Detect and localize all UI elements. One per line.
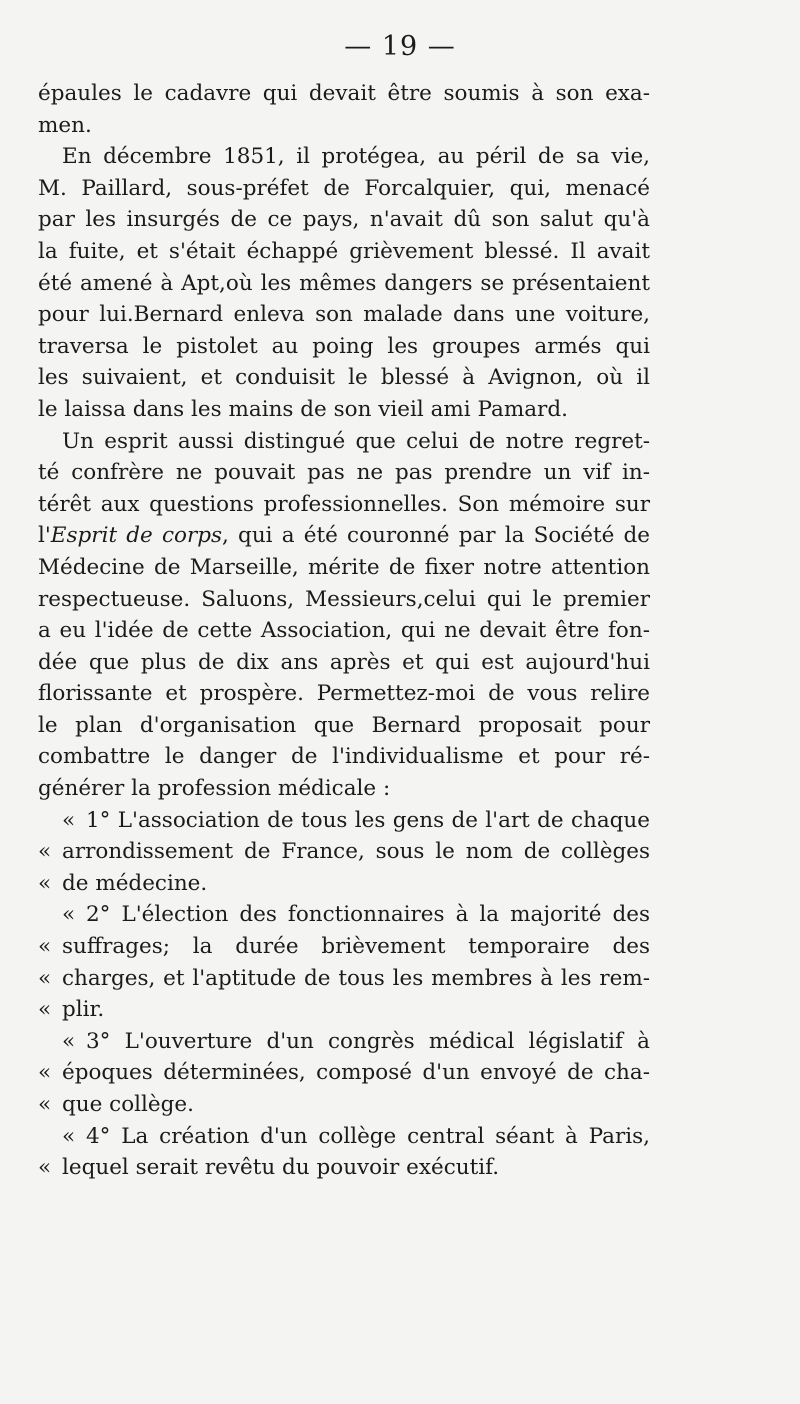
text-segment: 4° La création d'un collège central séant à Paris, [86,1123,650,1149]
text-segment: té confrère ne pouvait pas ne pas prendre un vif in- [38,460,650,486]
quotation-mark: « [62,807,76,833]
text-line [38,1026,650,1058]
text-line [38,299,650,331]
text-segment: 1° L'association de tous les gens de l'art de chaque [86,807,650,833]
text-line [38,963,650,995]
text-segment: men. [38,112,92,138]
body-text [38,78,650,1184]
text-segment: 3° L'ouverture d'un congrès médical législatif à [86,1028,650,1054]
text-segment: suffrages; la durée brièvement temporaire des [62,934,650,960]
text-line [38,741,650,773]
text-line [38,173,650,205]
page-number: — 19 — [344,31,456,62]
text-line [38,647,650,679]
text-segment: de médecine. [62,870,208,896]
text-line [38,678,650,710]
text-line [38,868,650,900]
text-segment: combattre le danger de l'individualisme et pour ré- [38,744,650,770]
text-line [38,426,650,458]
text-segment: la fuite, et s'était échappé grièvement blessé. Il avait [38,238,650,264]
text-segment: traversa le pistolet au poing les groupes armés qui [38,333,650,359]
text-segment: le laissa dans les mains de son vieil ami Pamard. [38,396,568,422]
text-segment: que collège. [62,1092,194,1117]
text-segment: pour lui.Bernard enleva son malade dans une voiture, [38,302,650,328]
text-segment: par les insurgés de ce pays, n'avait dû son salut qu'à [38,207,650,233]
text-line [38,520,650,552]
text-line [38,584,650,616]
text-line [38,1121,650,1153]
text-segment: époques déterminées, composé d'un envoyé de cha- [62,1060,650,1086]
text-segment: été amené à Apt,où les mêmes dangers se présentaient [38,270,650,296]
text-line [38,331,650,363]
text-segment: respectueuse. Saluons, Messieurs,celui qui le premier [38,586,650,612]
text-line [38,362,650,394]
text-line [38,78,650,110]
quotation-mark: « [38,839,52,865]
text-line [38,710,650,742]
text-segment: En décembre 1851, il protégea, au péril de sa vie, [62,144,650,170]
text-segment: l' [38,523,51,549]
text-segment: épaules le cadavre qui devait être soumis à son exa- [38,81,650,106]
text-line [38,394,650,426]
text-segment: térêt aux questions professionnelles. Son mémoire sur [38,491,650,517]
text-segment: 2° L'élection des fonctionnaires à la majorité des [86,902,650,928]
text-segment: charges, et l'aptitude de tous les membres à les rem- [62,965,650,991]
text-segment: , qui a été couronné par la Société de [222,523,651,549]
text-segment: M. Paillard, sous-préfet de Forcalquier, qui, menacé [38,175,650,201]
text-line [38,552,650,584]
quotation-mark: « [38,965,52,991]
text-line [38,457,650,489]
quotation-mark: « [38,870,52,896]
text-segment: arrondissement de France, sous le nom de collèges [62,839,650,865]
text-line [38,204,650,236]
text-line [38,805,650,837]
text-line [38,489,650,521]
text-segment: générer la profession médicale : [38,776,391,802]
text-line [38,110,650,142]
text-segment: les suivaient, et conduisit le blessé à Avignon, où il [38,365,650,391]
text-segment: florissante et prospère. Permettez-moi de vous relire [38,681,650,707]
text-line [38,899,650,931]
quotation-mark: « [38,997,52,1023]
quotation-mark: « [38,934,52,960]
text-line [38,1152,650,1184]
text-line [38,836,650,868]
italic-title: Esprit de corps [50,523,223,549]
text-segment: plir. [62,997,105,1023]
text-segment: Médecine de Marseille, mérite de fixer notre attention [38,554,650,580]
text-segment: lequel serait revêtu du pouvoir exécutif. [62,1155,500,1181]
quotation-mark: « [38,1060,52,1086]
text-segment: a eu l'idée de cette Association, qui ne devait être fon- [38,618,650,644]
text-line [38,931,650,963]
text-line [38,236,650,268]
text-line [38,615,650,647]
quotation-mark: « [62,902,76,928]
text-segment: le plan d'organisation que Bernard proposait pour [38,712,650,738]
text-line [38,1057,650,1089]
text-segment: dée que plus de dix ans après et qui est aujourd'hui [38,649,650,675]
quotation-mark: « [62,1028,76,1054]
text-line [38,773,650,805]
quotation-mark: « [38,1155,52,1181]
text-line [38,141,650,173]
text-line [38,268,650,300]
quotation-mark: « [38,1092,52,1117]
text-line [38,994,650,1026]
text-line [38,1089,650,1121]
text-segment: Un esprit aussi distingué que celui de notre regret- [62,428,650,454]
quotation-mark: « [62,1123,76,1149]
